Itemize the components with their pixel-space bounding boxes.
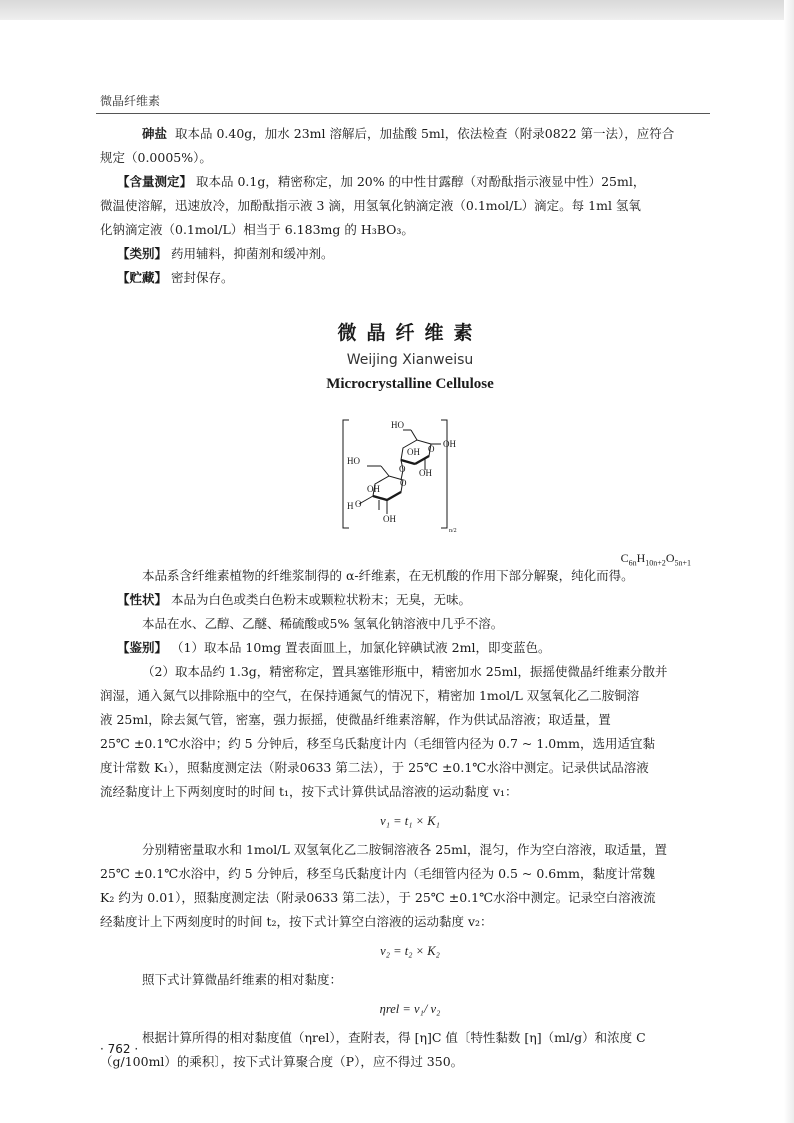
running-head: 微晶纤维素 xyxy=(100,94,161,108)
scan-shadow-top xyxy=(0,0,794,20)
assay-paragraph-cont xyxy=(100,194,703,218)
equation-3: ηrel = v₁/ v₂ xyxy=(379,1002,441,1016)
struct-o-link: O xyxy=(399,464,406,474)
solubility-paragraph: 本品在水、乙醇、乙醚、稀硫酸或5% 氢氧化钠溶液中几乎不溶。 xyxy=(142,616,504,631)
struct-ho-top: HO xyxy=(391,420,404,430)
struct-subscript: n/2 xyxy=(449,528,457,534)
identification-text-12: 照下式计算微晶纤维素的相对黏度： xyxy=(142,972,343,987)
page-body xyxy=(100,122,703,1074)
category-label: 【类别】 xyxy=(117,246,168,261)
struct-oh-ring1-bottom: OH xyxy=(383,514,396,524)
cellulose-structure-diagram xyxy=(337,414,497,534)
identification-text-9: 25℃ ±0.1℃水浴中，约 5 分钟后，移至乌氏黏度计内（毛细管内径为 0.5 ~ 0.6mm，黏度计常魏 xyxy=(100,866,655,881)
assay-paragraph-cont-2 xyxy=(100,218,703,242)
monograph-title xyxy=(117,318,703,396)
equation-1: v₁ = t₁ × K₁ xyxy=(380,814,440,828)
identification-text-5: 25℃ ±0.1℃水浴中；约 5 分钟后，移至乌氏黏度计内（毛细管内径为 0.7 ~ 1.0mm，选用适宜黏 xyxy=(100,736,655,751)
properties-label: 【性状】 xyxy=(117,592,168,607)
structural-formula xyxy=(117,414,703,568)
struct-oh-ring2-bottom: OH xyxy=(419,468,432,478)
assay-text-1: 取本品 0.1g，精密称定，加 20% 的中性甘露醇（对酚酞指示液显中性）25ml， xyxy=(196,174,646,189)
properties-paragraph xyxy=(117,588,703,612)
page-number: · 762 · xyxy=(100,1042,139,1056)
identification-text-10: K₂ 约为 0.01），照黏度测定法（附录0633 第二法），于 25℃ ±0.1℃水浴中测定。记录空白溶液流 xyxy=(100,890,656,905)
equation-2: v₂ = t₂ × K₂ xyxy=(380,944,440,958)
struct-o-end: O xyxy=(355,499,362,509)
storage-paragraph xyxy=(117,266,703,290)
identification-text-11: 经黏度计上下两刻度时的时间 t₂，按下式计算空白溶液的运动黏度 v₂： xyxy=(100,914,493,929)
header-rule xyxy=(96,113,710,114)
storage-label: 【贮藏】 xyxy=(117,270,168,285)
identification-label: 【鉴别】 xyxy=(117,640,168,655)
title-english: Microcrystalline Cellulose xyxy=(326,376,494,392)
category-text: 药用辅料，抑菌剂和缓冲剂。 xyxy=(171,246,334,261)
identification-text-1: （1）取本品 10mg 置表面皿上，加氯化锌碘试液 2ml，即变蓝色。 xyxy=(171,640,551,655)
identification-text-3: 润湿，通入氮气以排除瓶中的空气，在保持通氮气的情况下，精密加 1mol/L 双氢氧化乙二胺铜溶 xyxy=(100,688,640,703)
arsenic-text-1: 取本品 0.40g，加水 23ml 溶解后，加盐酸 5ml，依法检查（附录0822 第一法），应符合 xyxy=(174,126,675,141)
identification-paragraph xyxy=(117,636,703,660)
struct-o-ring2: O xyxy=(428,444,435,454)
assay-paragraph xyxy=(117,170,703,194)
identification-text-4: 液 25ml，除去氮气管，密塞，强力振摇，使微晶纤维素溶解，作为供试品溶液；取适量，置 xyxy=(100,712,611,727)
struct-o-ring1: O xyxy=(400,478,407,488)
intro-paragraph: 本品系含纤维素植物的纤维浆制得的 α-纤维素，在无机酸的作用下部分解聚，纯化而得。 xyxy=(142,568,634,583)
identification-text-8: 分别精密量取水和 1mol/L 双氢氧化乙二胺铜溶液各 25ml，混匀，作为空白溶液，取适量，置 xyxy=(142,842,668,857)
struct-h-end: H xyxy=(347,501,354,511)
molecular-formula: $C_{6n}H_{10n+2}O_{5n+1}$ xyxy=(620,551,691,568)
identification-text-14: （g/100ml）的乘积〕，按下式计算聚合度（P），应不得过 350。 xyxy=(100,1054,464,1069)
identification-text-13: 根据计算所得的相对黏度值（ηrel），查附表，得 [η]C 值〔特性黏数 [η]（ml/g）和浓度 C xyxy=(142,1030,646,1045)
identification-text-6: 度计常数 K₁），照黏度测定法（附录0633 第二法），于 25℃ ±0.1℃水浴中测定。记录供试品溶液 xyxy=(100,760,649,775)
assay-text-3: 化钠滴定液（0.1mol/L）相当于 6.183mg 的 H₃BO₃。 xyxy=(100,222,414,237)
assay-label: 【含量测定】 xyxy=(117,174,193,189)
title-chinese: 微晶纤维素 xyxy=(337,322,483,344)
struct-oh-ring2: OH xyxy=(407,447,420,457)
storage-text: 密封保存。 xyxy=(171,270,234,285)
identification-text-2: （2）取本品约 1.3g，精密称定，置具塞锥形瓶中，精密加水 25ml，振摇使微晶纤维素分散并 xyxy=(142,664,668,679)
struct-oh-right: OH xyxy=(443,439,456,449)
arsenic-paragraph xyxy=(117,122,703,146)
arsenic-text-2: 规定（0.0005%）。 xyxy=(100,150,212,165)
struct-oh-ring1: OH xyxy=(367,484,380,494)
scan-shadow-right xyxy=(784,0,794,1123)
identification-text-7: 流经黏度计上下两刻度时的时间 t₁，按下式计算供试品溶液的运动黏度 v₁： xyxy=(100,784,518,799)
arsenic-paragraph-cont xyxy=(100,146,703,170)
category-paragraph xyxy=(117,242,703,266)
title-pinyin: Weijing Xianweisu xyxy=(346,352,474,368)
assay-text-2: 微温使溶解，迅速放冷，加酚酞指示液 3 滴，用氢氧化钠滴定液（0.1mol/L）滴定。每 1ml 氢氧 xyxy=(100,198,641,213)
arsenic-label: 砷盐 xyxy=(142,126,168,141)
properties-text: 本品为白色或类白色粉末或颗粒状粉末；无臭，无味。 xyxy=(171,592,472,607)
struct-ho-left: HO xyxy=(347,456,360,466)
